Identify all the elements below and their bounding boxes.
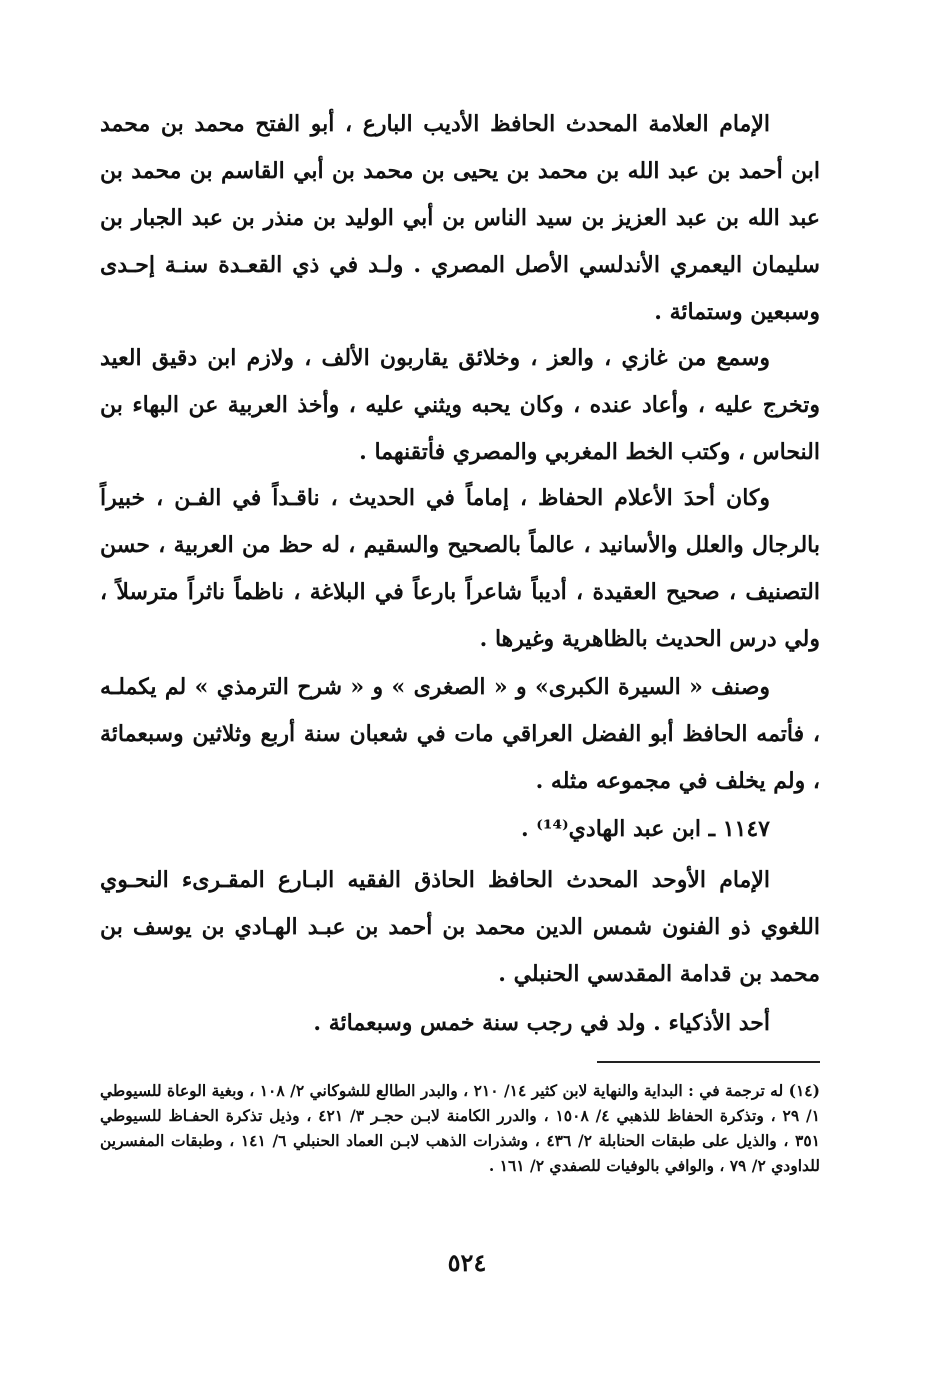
footnote-14: (١٤) له ترجمة في : البداية والنهاية لابن كثير ١٤/ ٢١٠ ، والبدر الطالع للشوكاني ٢/ ١٠٨ ، وبغية الوعاة للسيوطي ١/ ٢٩ ، وتذكرة الحفاظ للذهبي ٤/ ١٥٠٨ ، والدرر الكامنة لابـن حجـر ٣/ ٤٢١ ، وذيل تذكرة الحفـاظ للسيوطي ٣٥١ ، والذيل على طبقات الحنابلة ٢/ ٤٣٦ ، وشذرات الذهب لابـن العماد الحنبلي ٦/ ١٤١ ، وطبقات المفسرين للداودي ٢/ ٧٩ ، والوافي بالوفيات للصفدي ٢/ ١٦١ .	[100, 1081, 820, 1175]
biography-paragraph-5: الإمام الأوحد المحدث الحافظ الحاذق الفقيه البـارع المقـرىء النحـوي اللغوي ذو الفنون شمس الدين محمد بن أحمد بن عبـد الهـادي بن يوسف بن محمد بن قدامة المقدسي الحنبلي .	[100, 867, 820, 987]
biography-paragraph-4: وصنف « السيرة الكبرى» و « الصغرى » و « شرح الترمذي » لم يكملـه ، فأتمه الحافظ أبو الفضل العراقي مات في شعبان سنة أربع وثلاثين وسبعمائة ، ولم يخلف في مجموعه مثله .	[100, 674, 820, 794]
footnote-divider	[597, 1061, 820, 1063]
biography-paragraph-2: وسمع من غازي ، والعز ، وخلائق يقاربون الألف ، ولازم ابن دقيق العيد وتخرج عليه ، وأعاد عنده ، وكان يحبه ويثني عليه ، وأخذ العربية عن البهاء بن النحاس ، وكتب الخط المغربي والمصري فأتقنهما .	[100, 345, 820, 465]
biography-paragraph-3: وكان أحدَ الأعلام الحفاظ ، إماماً في الحديث ، ناقـداً في الفـن ، خبيراً بالرجال والعلل والأسانيد ، عالماً بالصحيح والسقيم ، له حظ من العربية ، حسن التصنيف ، صحيح العقيدة ، أديباً شاعراً بارعاً في البلاغة ، ناظماً ناثراً مترسلاً ، ولي درس الحديث بالظاهرية وغيرها .	[100, 485, 820, 652]
entry-heading: ١١٤٧ ـ ابن عبد الهادي⁽¹⁴⁾ .	[520, 816, 770, 842]
page-number: ٥٢٤	[447, 1248, 487, 1277]
biography-paragraph-6: أحد الأذكياء . ولد في رجب سنة خمس وسبعمائة .	[313, 1010, 770, 1036]
biography-paragraph-1: الإمام العلامة المحدث الحافظ الأديب البارع ، أبو الفتح محمد بن محمد ابن أحمد بن عبد الله بن محمد بن يحيى بن محمد بن أبي القاسم بن محمد بن عبد الله بن عبد العزيز بن سيد الناس بن أبي الوليد بن منذر بن عبد الجبار بن سليمان اليعمري الأندلسي الأصل المصري . ولـد في ذي القعـدة سنـة إحـدى وسبعين وستمائة .	[100, 111, 820, 325]
